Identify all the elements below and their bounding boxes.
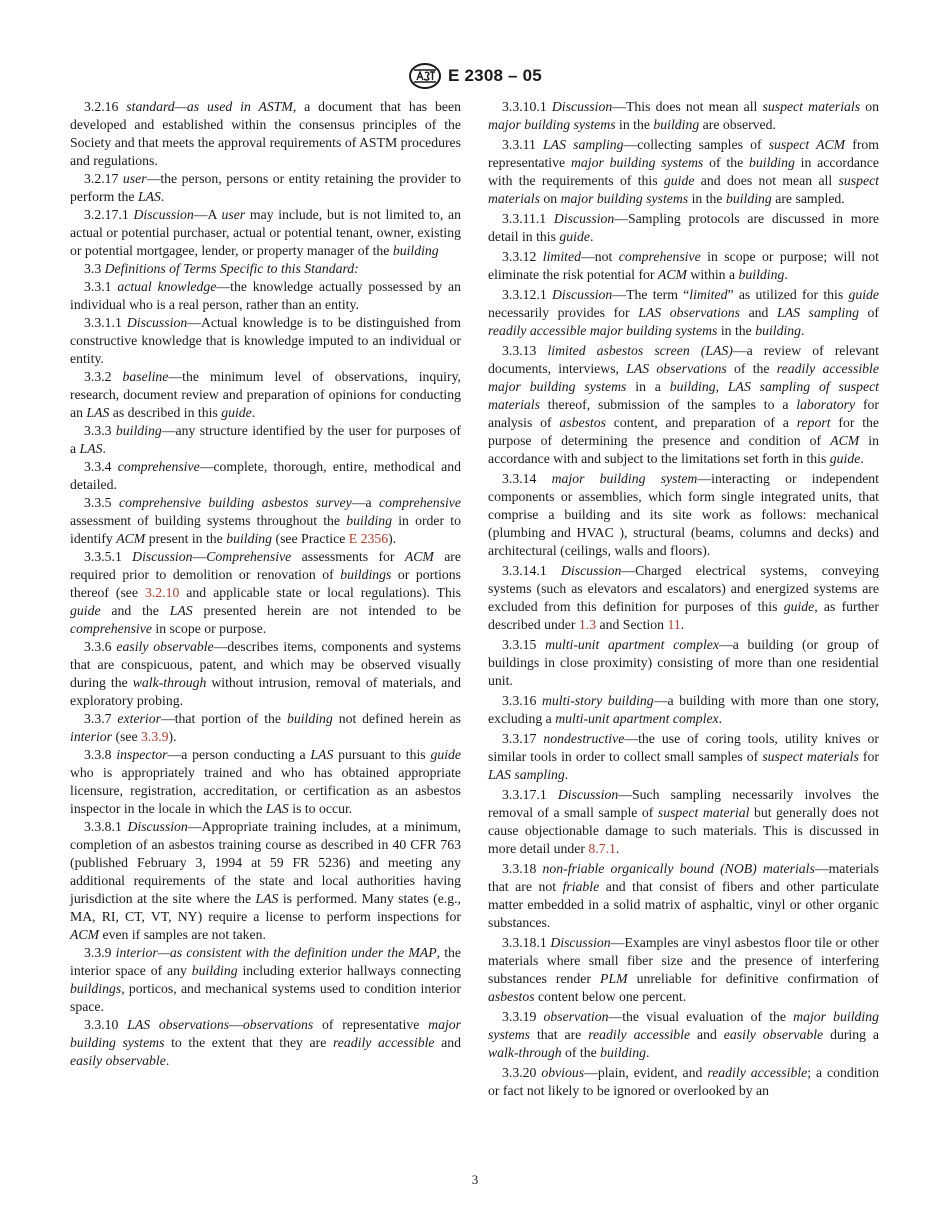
text-run: .: [160, 189, 165, 204]
document-id: E 2308 – 05: [448, 66, 542, 85]
text-run: —the knowledge actually possessed by an individual who is a real person, rather than an entity.: [70, 279, 462, 312]
text-run: for the purpose of determining the presence and condition of: [488, 415, 879, 448]
astm-logo-icon: [408, 62, 442, 90]
text-run: assessment of building systems throughout the: [70, 513, 347, 528]
text-run: are observed.: [699, 117, 776, 132]
text-run: pursuant to this: [333, 747, 431, 762]
text-run: 3.3.1.1: [84, 315, 127, 330]
paragraph: [70, 494, 461, 548]
italic-term: ACM: [404, 549, 434, 564]
italic-term: building: [755, 323, 802, 338]
text-run: for: [858, 749, 879, 764]
italic-term: guide: [559, 229, 590, 244]
paragraph: [488, 470, 879, 560]
text-run: and: [690, 1027, 724, 1042]
text-run: —Examples are vinyl asbestos floor tile or other materials where small fiber size and the presence of interfering substances render: [488, 935, 879, 986]
text-run: even if samples are not taken.: [99, 927, 266, 942]
paragraph: [488, 1008, 879, 1062]
text-run: 3.3.20: [502, 1065, 542, 1080]
text-run: assessments for: [291, 549, 405, 564]
paragraph: [488, 136, 879, 208]
italic-term: standard—as used in ASTM: [126, 99, 293, 114]
text-run: .: [102, 441, 106, 456]
italic-term: building: [115, 423, 162, 438]
text-run: in the: [615, 117, 654, 132]
text-run: 3.3.19: [502, 1009, 544, 1024]
italic-term: non-friable organically bound (NOB) materials: [542, 861, 815, 876]
italic-term: laboratory: [796, 397, 856, 412]
text-run: —any structure identified by the user for purposes of a: [70, 423, 462, 456]
paragraph: [488, 342, 879, 468]
paragraph: [70, 944, 461, 1016]
text-run: —Such sampling necessarily involves the removal of a small sample of: [488, 787, 880, 820]
text-run: necessarily provides for: [488, 305, 639, 320]
cross-reference-link[interactable]: 11: [667, 617, 681, 632]
italic-term: building: [286, 711, 333, 726]
italic-term: easily observable: [70, 1053, 166, 1068]
text-run: —collecting samples of: [623, 137, 769, 152]
italic-term: building: [749, 155, 795, 170]
text-run: —a review of relevant documents, interviews,: [488, 343, 879, 376]
text-run: , as further described under: [488, 599, 879, 632]
text-run: (see: [112, 729, 142, 744]
text-run: content below one percent.: [534, 989, 687, 1004]
paragraph: [488, 860, 879, 932]
text-run: —plain, evident, and: [584, 1065, 708, 1080]
text-run: in order to identify: [70, 513, 461, 546]
italic-term: walk-through: [132, 675, 207, 690]
page-header: [0, 62, 950, 90]
paragraph: [488, 210, 879, 246]
text-run: in accordance with and subject to the limitations set forth in this: [488, 433, 879, 466]
text-run: , the interior space of any: [70, 945, 461, 978]
text-run: 3.3: [84, 261, 105, 276]
text-run: ” as utilized for this: [727, 287, 849, 302]
text-run: —the visual evaluation of the: [608, 1009, 794, 1024]
italic-term: Discussion: [561, 563, 622, 578]
text-run: thereof, submission of the samples to a: [539, 397, 797, 412]
text-run: 3.3.4: [84, 459, 118, 474]
italic-term: readily accessible: [588, 1027, 691, 1042]
italic-term: building: [725, 191, 772, 206]
paragraph: [70, 818, 461, 944]
italic-term: LAS sampling: [777, 305, 859, 320]
text-run: , porticos, and mechanical systems used to condition interior space.: [70, 981, 461, 1014]
italic-term: guide: [663, 173, 695, 188]
italic-term: limited asbestos screen (LAS): [547, 343, 733, 358]
text-run: —a person conducting a: [167, 747, 311, 762]
italic-term: Discussion: [557, 787, 619, 802]
text-run: are sampled.: [771, 191, 845, 206]
text-run: including exterior hallways connecting: [237, 963, 461, 978]
italic-term: major building systems: [560, 191, 689, 206]
text-run: 3.3.10: [84, 1017, 128, 1032]
italic-term: nondestructive: [543, 731, 625, 746]
italic-term: major building systems: [70, 1017, 461, 1050]
text-run: and: [740, 305, 778, 320]
italic-term: LAS: [86, 405, 110, 420]
italic-term: observations: [242, 1017, 314, 1032]
text-run: presented herein are not intended to be: [192, 603, 461, 618]
italic-term: friable: [562, 879, 600, 894]
italic-term: limited: [689, 287, 728, 302]
text-run: for analysis of: [488, 397, 879, 430]
italic-term: Discussion: [126, 315, 188, 330]
italic-term: buildings: [70, 981, 122, 996]
text-run: 3.3.17.1: [502, 787, 558, 802]
text-run: 3.2.17: [84, 171, 123, 186]
italic-term: building: [392, 243, 439, 258]
text-run: content, and preparation of a: [605, 415, 797, 430]
text-run: 3.3.16: [502, 693, 542, 708]
text-run: .: [564, 767, 569, 782]
italic-term: suspect materials: [488, 173, 879, 206]
text-run: —A: [193, 207, 222, 222]
text-run: 3.3.10.1: [502, 99, 552, 114]
text-run: 3.3.9: [84, 945, 116, 960]
text-run: 3.2.16: [84, 99, 127, 114]
italic-term: PLM: [600, 971, 628, 986]
text-run: —a building with more than one story, excluding a: [488, 693, 879, 726]
italic-term: interior—as consistent with the definition under the MAP: [115, 945, 437, 960]
italic-term: report: [796, 415, 831, 430]
text-run: without intrusion, removal of materials, and exploratory probing.: [70, 675, 461, 708]
italic-term: asbestos: [559, 415, 606, 430]
italic-term: multi-unit apartment complex: [555, 711, 719, 726]
text-run: 3.3.18: [502, 861, 543, 876]
italic-term: guide: [829, 451, 861, 466]
paragraph: [488, 248, 879, 284]
paragraph: [488, 692, 879, 728]
text-run: and the: [100, 603, 170, 618]
text-run: 3.3.11: [502, 137, 544, 152]
text-run: of: [858, 305, 880, 320]
paragraph: [70, 170, 461, 206]
paragraph: [70, 314, 461, 368]
text-run: —: [192, 549, 207, 564]
italic-term: user: [122, 171, 147, 186]
paragraph: [70, 260, 461, 278]
text-run: ).: [388, 531, 397, 546]
italic-term: multi-unit apartment complex: [545, 637, 719, 652]
italic-term: ACM: [657, 267, 687, 282]
text-run: 3.3.6: [84, 639, 117, 654]
text-run: of representative: [313, 1017, 429, 1032]
italic-term: baseline: [122, 369, 169, 384]
text-run: as described in this: [109, 405, 222, 420]
text-run: 3.3.5.1: [84, 549, 133, 564]
italic-term: comprehensive: [618, 249, 701, 264]
italic-term: guide: [430, 747, 461, 762]
paragraph: [488, 562, 879, 634]
text-run: —describes items, components and systems that are conspicuous, patent, and which may be observed visually during the: [70, 639, 462, 690]
text-run: 3.3.8: [84, 747, 117, 762]
paragraph: [70, 548, 461, 638]
text-run: 3.3.5: [84, 495, 119, 510]
italic-term: guide: [848, 287, 880, 302]
italic-term: readily accessible major building systems: [488, 361, 879, 394]
text-run: —Appropriate training includes, at a minimum, completion of an asbestos training course as described in 40 CFR 763 (published February 3, 1994 at 59 FR 5236) and meeting any additional requirements of the state and local authorities having jurisdiction at the site where the: [70, 819, 462, 906]
text-run: (see Practice: [272, 531, 349, 546]
italic-term: Discussion: [127, 819, 188, 834]
text-run: —Sampling protocols are discussed in more detail in this: [488, 211, 879, 244]
text-run: —the minimum level of observations, inquiry, research, document review and preparation of opinions for conducting an: [70, 369, 461, 420]
italic-term: suspect material: [657, 805, 750, 820]
paragraph: [70, 1016, 461, 1070]
text-run: 3.3.3: [84, 423, 116, 438]
text-run: .: [680, 617, 685, 632]
text-run: that are: [530, 1027, 589, 1042]
italic-term: major building systems: [488, 1009, 879, 1042]
italic-term: Comprehensive: [206, 549, 292, 564]
text-run: is to occur.: [288, 801, 353, 816]
text-run: unreliable for definitive confirmation of: [627, 971, 880, 986]
text-run: —the person, persons or entity retaining the provider to perform the: [70, 171, 461, 204]
paragraph: [70, 368, 461, 422]
italic-term: major building systems: [488, 117, 616, 132]
italic-term: Discussion: [551, 99, 613, 114]
text-run: 3.3.12.1: [502, 287, 552, 302]
text-run: 3.3.1: [84, 279, 118, 294]
italic-term: LAS: [255, 891, 279, 906]
paragraph: [70, 206, 461, 260]
italic-term: readily accessible: [707, 1065, 808, 1080]
text-run: of the: [703, 155, 749, 170]
italic-term: LAS observations: [626, 361, 727, 376]
text-run: —that portion of the: [160, 711, 287, 726]
paragraph: [70, 458, 461, 494]
paragraph: [70, 710, 461, 746]
italic-term: user: [221, 207, 246, 222]
italic-term: comprehensive: [117, 459, 200, 474]
text-run: 3.3.13: [502, 343, 548, 358]
text-run: within a: [686, 267, 739, 282]
text-run: —Actual knowledge is to be distinguished from constructive knowledge that is knowledge imputed to an individual or entity.: [70, 315, 462, 366]
text-run: are required prior to demolition or renovation of: [70, 549, 461, 582]
text-run: .: [784, 267, 788, 282]
paragraph: [70, 746, 461, 818]
text-run: during a: [823, 1027, 879, 1042]
paragraph: [488, 1064, 879, 1100]
italic-term: easily observable: [116, 639, 214, 654]
italic-term: Discussion: [553, 211, 615, 226]
italic-term: building: [191, 963, 238, 978]
text-run: —The term “: [612, 287, 690, 302]
text-run: 3.3.7: [84, 711, 118, 726]
paragraph: [488, 786, 879, 858]
italic-term: readily accessible major building systems: [488, 323, 718, 338]
text-run: .: [165, 1053, 170, 1068]
text-run: 3.3.8.1: [84, 819, 128, 834]
text-run: and does not mean all: [694, 173, 839, 188]
italic-term: LAS observations: [127, 1017, 230, 1032]
italic-term: major building system: [551, 471, 698, 486]
text-run: 3.3.2: [84, 369, 123, 384]
text-run: 3.3.17: [502, 731, 544, 746]
italic-term: readily accessible: [332, 1035, 435, 1050]
cross-reference-link[interactable]: 3.2.10: [144, 585, 180, 600]
italic-term: building: [226, 531, 273, 546]
text-run: .: [718, 711, 723, 726]
right-column: [488, 98, 879, 1102]
text-run: 3.3.11.1: [502, 211, 554, 226]
text-run: in scope or purpose.: [151, 621, 267, 636]
italic-term: LAS sampling: [488, 767, 565, 782]
italic-term: building, LAS sampling of suspect materials: [488, 379, 879, 412]
text-run: —the use of coring tools, utility knives or similar tools in order to collect small samples of: [488, 731, 880, 764]
text-run: of the: [726, 361, 777, 376]
text-run: —materials that are not: [488, 861, 880, 894]
text-run: who is appropriately trained and who has obtained appropriate licensure, registration, accreditation, or certification as an asbestos inspector in the locale in which the: [70, 765, 461, 816]
text-run: on: [860, 99, 880, 114]
text-run: and applicable state or local regulations). This: [179, 585, 461, 600]
text-run: to the extent that they are: [164, 1035, 333, 1050]
italic-term: Discussion: [132, 549, 193, 564]
text-run: 3.3.14.1: [502, 563, 561, 578]
italic-term: building: [600, 1045, 647, 1060]
italic-term: ACM: [116, 531, 146, 546]
text-run: 3.3.18.1: [502, 935, 551, 950]
italic-term: observation: [543, 1009, 609, 1024]
text-run: .: [589, 229, 594, 244]
italic-term: LAS: [265, 801, 289, 816]
italic-term: guide: [783, 599, 815, 614]
text-run: .: [251, 405, 256, 420]
cross-reference-link[interactable]: 8.7.1: [588, 841, 616, 856]
italic-term: limited: [542, 249, 581, 264]
text-run: in accordance with the requirements of this: [488, 155, 879, 188]
text-run: 3.3.14: [502, 471, 552, 486]
italic-term: Definitions of Terms Specific to this Standard:: [104, 261, 359, 276]
paragraph: [488, 934, 879, 1006]
text-run: may include, but is not limited to, an actual or potential purchaser, actual or potential tenant, owner, existing or potential mortgagee, lender, or property manager of the: [70, 207, 462, 258]
paragraph: [488, 730, 879, 784]
paragraph: [488, 98, 879, 134]
paragraph: [70, 422, 461, 458]
italic-term: walk-through: [488, 1045, 562, 1060]
italic-term: suspect materials: [762, 749, 859, 764]
italic-term: guide: [221, 405, 252, 420]
paragraph: [488, 636, 879, 690]
text-run: in scope or purpose; will not eliminate the risk potential for: [488, 249, 879, 282]
italic-term: suspect materials: [762, 99, 861, 114]
text-run: .: [615, 841, 620, 856]
text-run: or portions thereof (see: [70, 567, 461, 600]
italic-term: comprehensive: [379, 495, 462, 510]
italic-term: inspector: [116, 747, 168, 762]
italic-term: LAS: [310, 747, 334, 762]
left-column: [70, 98, 461, 1070]
text-run: .: [801, 323, 805, 338]
text-run: —This does not mean all: [612, 99, 763, 114]
text-run: and: [434, 1035, 461, 1050]
italic-term: building: [653, 117, 700, 132]
text-run: —a: [351, 495, 380, 510]
text-run: in the: [717, 323, 756, 338]
text-run: —Charged electrical systems, conveying systems (such as elevators and escalators) and energized systems are excluded from this definition for purposes of this: [488, 563, 880, 614]
italic-term: LAS sampling: [543, 137, 624, 152]
cross-reference-link[interactable]: E 2356: [348, 531, 389, 546]
text-run: 3.2.17.1: [84, 207, 134, 222]
text-run: 3.3.15: [502, 637, 546, 652]
italic-term: guide: [70, 603, 101, 618]
text-run: ).: [168, 729, 177, 744]
text-run: .: [646, 1045, 650, 1060]
paragraph: [70, 278, 461, 314]
italic-term: Discussion: [133, 207, 194, 222]
italic-term: major building systems: [570, 155, 704, 170]
text-run: ; a condition or fact not likely to be ignored or overlooked by an: [488, 1065, 879, 1098]
italic-term: building: [738, 267, 785, 282]
text-run: —not: [581, 249, 619, 264]
italic-term: multi-story building: [541, 693, 654, 708]
italic-term: suspect ACM: [768, 137, 846, 152]
text-run: —interacting or independent components or assemblies, which form single integrated units, that comprise a building and its site work as follows: mechanical (plumbing and HVAC ), structural (beams, columns and decks) and architectural (ceilings, walls and floors).: [488, 471, 879, 558]
italic-term: exterior: [117, 711, 161, 726]
italic-term: comprehensive: [70, 621, 152, 636]
italic-term: LAS: [137, 189, 161, 204]
text-run: present in the: [145, 531, 227, 546]
italic-term: interior: [70, 729, 113, 744]
text-run: and that consist of fibers and other particulate matter embedded in a solid matrix of asphaltic, vinyl or other organic substances.: [488, 879, 879, 930]
text-run: in a: [626, 379, 670, 394]
text-run: but generally does not cause objectionable damage to such materials. This is discussed in more detail under: [488, 805, 879, 856]
text-run: 3.3.12: [502, 249, 543, 264]
italic-term: ACM: [830, 433, 860, 448]
page-number: 3: [471, 1172, 479, 1187]
italic-term: comprehensive building asbestos survey: [118, 495, 352, 510]
text-run: —complete, thorough, entire, methodical and detailed.: [70, 459, 461, 492]
paragraph: [70, 638, 461, 710]
paragraph: [70, 98, 461, 170]
text-run: not defined herein as: [332, 711, 462, 726]
cross-reference-link[interactable]: 3.3.9: [141, 729, 169, 744]
italic-term: LAS observations: [638, 305, 740, 320]
italic-term: easily observable: [723, 1027, 824, 1042]
italic-term: asbestos: [488, 989, 535, 1004]
italic-term: Discussion: [551, 287, 613, 302]
text-run: .: [860, 451, 864, 466]
italic-term: Discussion: [550, 935, 611, 950]
text-run: , a document that has been developed and established within the consensus principles of the Society and that meets the approval requirements of ASTM procedures and regulations.: [70, 99, 461, 168]
text-run: in the: [688, 191, 726, 206]
cross-reference-link[interactable]: 1.3: [578, 617, 597, 632]
italic-term: ACM: [70, 927, 100, 942]
italic-term: building: [346, 513, 393, 528]
italic-term: LAS: [169, 603, 193, 618]
text-run: on: [539, 191, 561, 206]
italic-term: buildings: [340, 567, 392, 582]
text-run: —: [229, 1017, 243, 1032]
italic-term: LAS: [79, 441, 103, 456]
text-run: of the: [561, 1045, 601, 1060]
italic-term: actual knowledge: [117, 279, 217, 294]
italic-term: obvious: [541, 1065, 585, 1080]
text-run: from representative: [488, 137, 879, 170]
paragraph: [488, 286, 879, 340]
text-run: —a building (or group of buildings in close proximity) consisting of more than one residential unit.: [488, 637, 879, 688]
text-run: is performed. Many states (e.g., MA, RI, CT, VT, NY) require a license to perform inspections for: [70, 891, 461, 924]
text-run: and Section: [596, 617, 668, 632]
